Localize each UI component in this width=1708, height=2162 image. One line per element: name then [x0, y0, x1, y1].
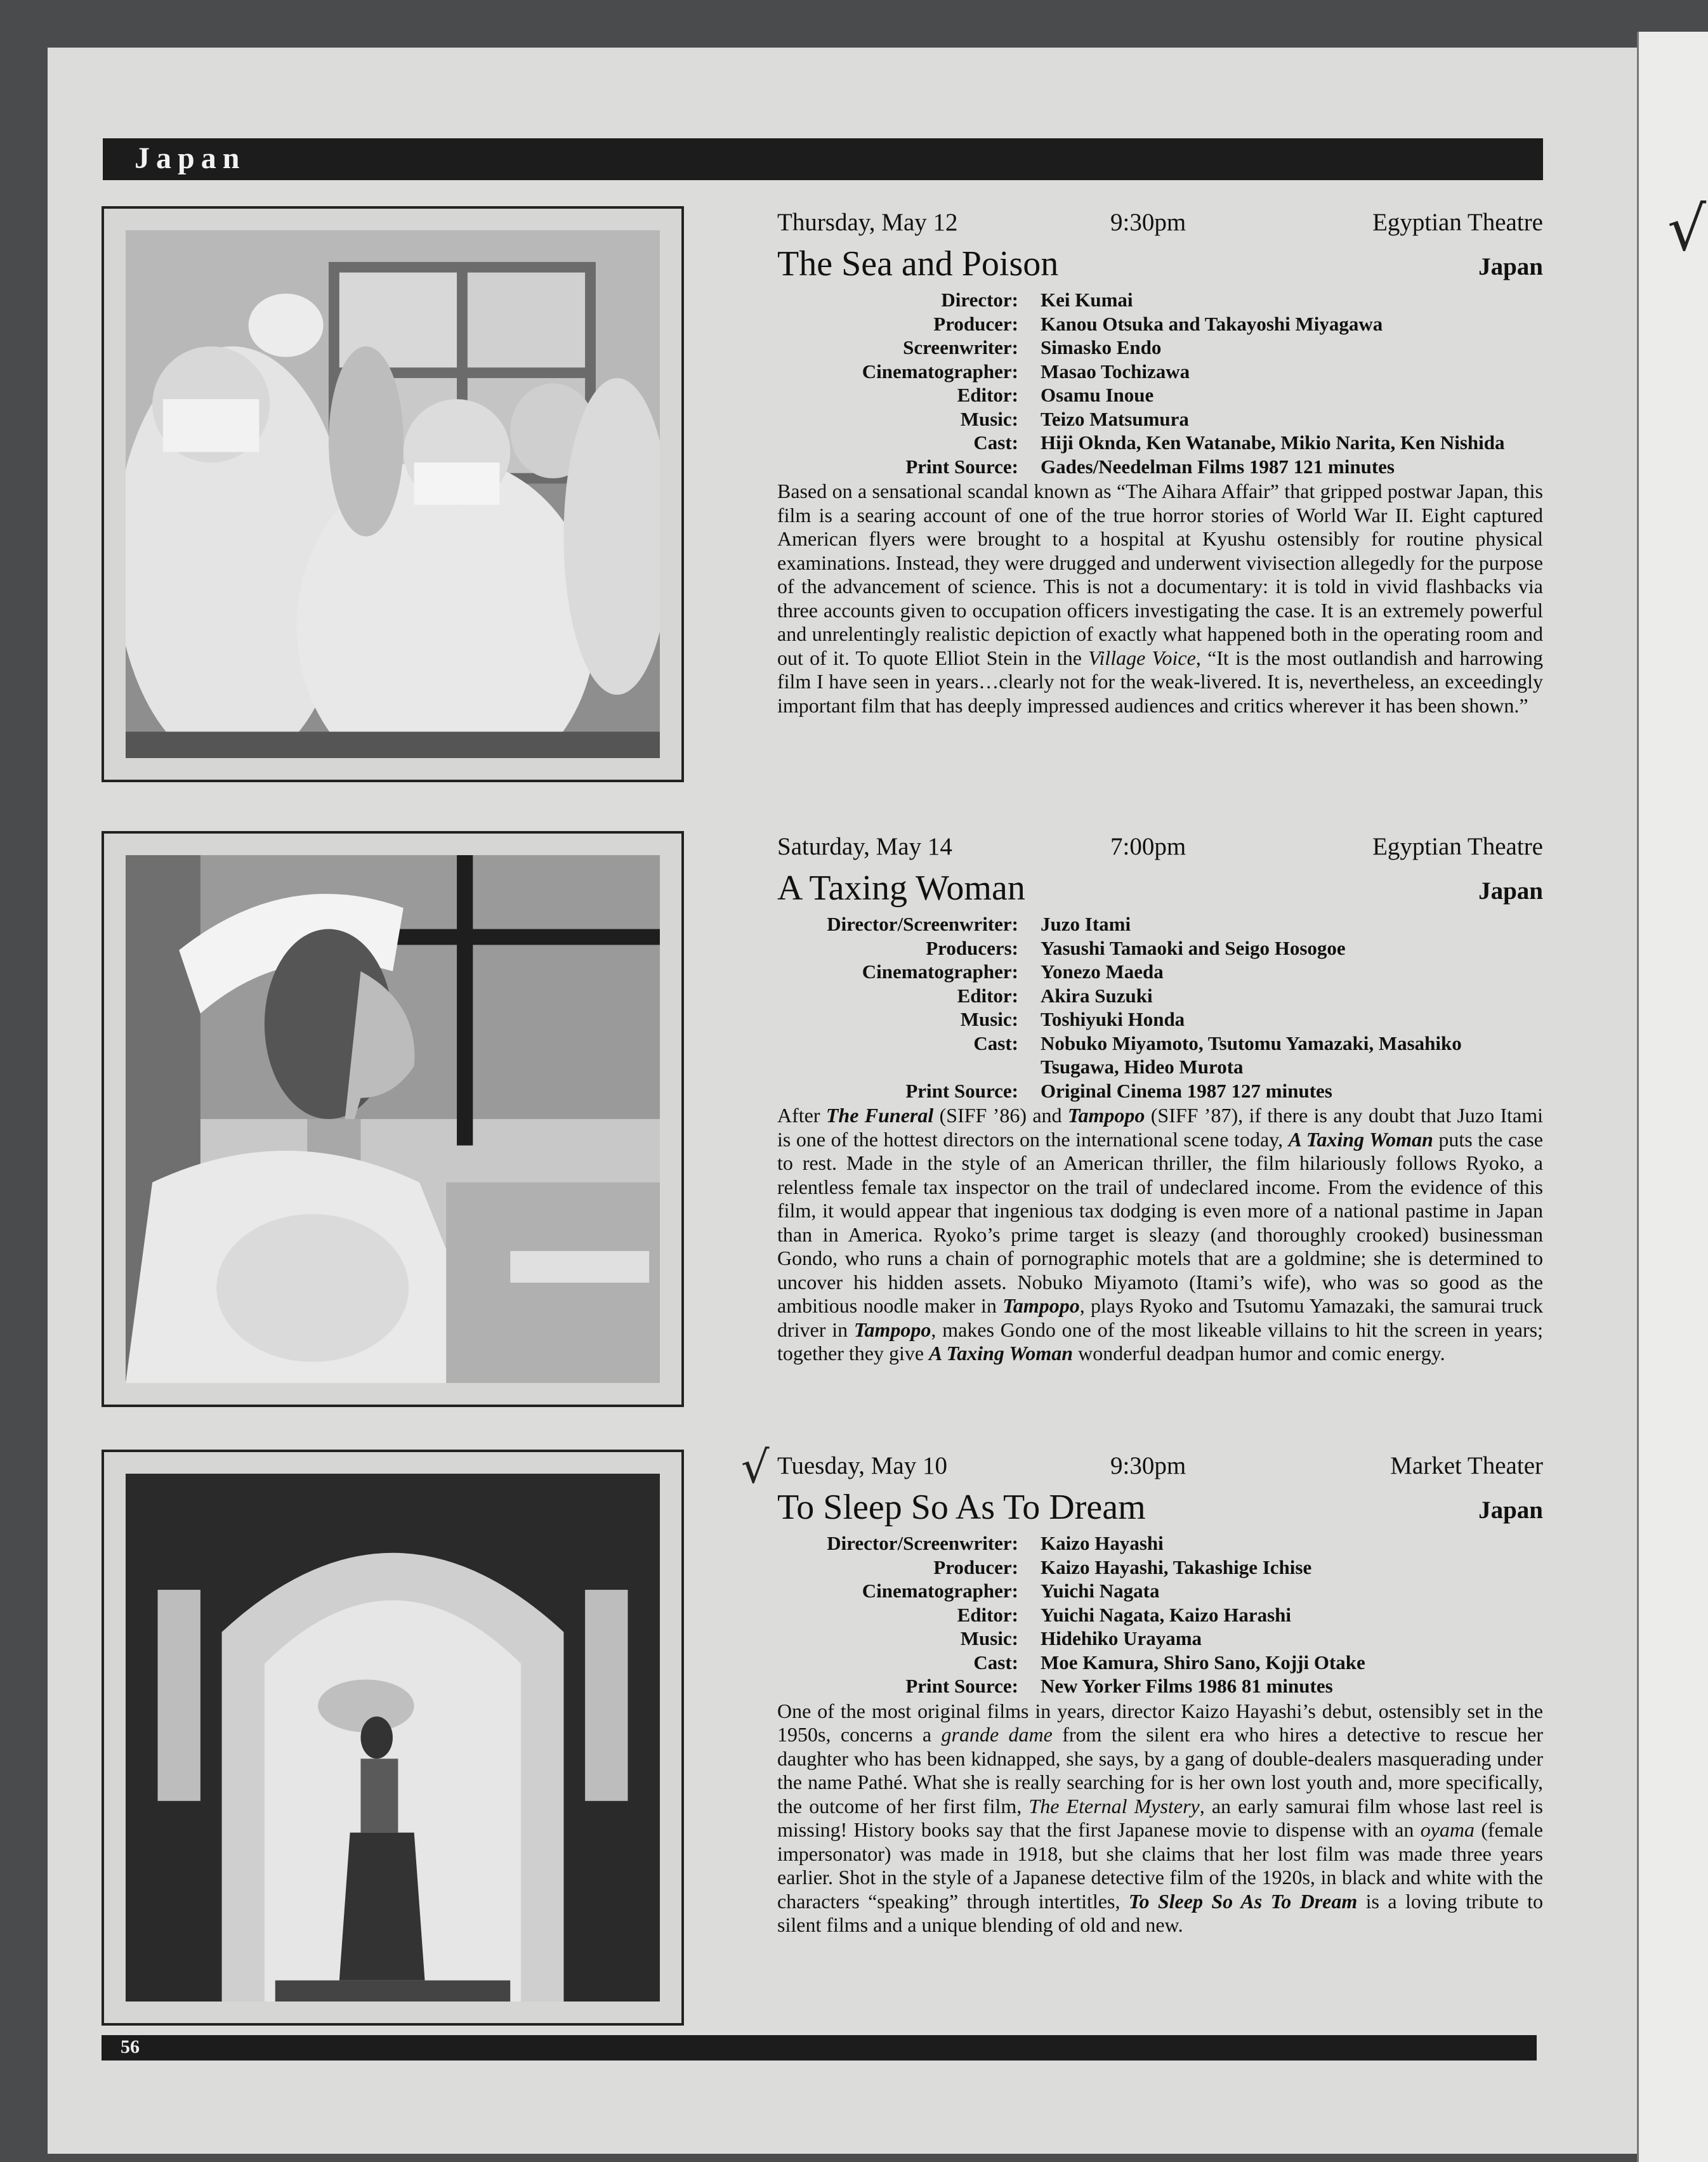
credit-row: [777, 1651, 1543, 1675]
credit-row: [777, 1079, 1543, 1103]
credit-value: Original Cinema 1987 127 minutes: [1041, 1079, 1332, 1102]
description-text: , an early samurai film whose last reel is missing! History books say that the first Japanese movie to dispense with an: [777, 1794, 1543, 1841]
film-title: To Sleep So As To Dream: [777, 1488, 1146, 1527]
credit-role: Producer:: [933, 312, 1018, 335]
credit-role: Cast:: [973, 431, 1018, 454]
credit-role: Music:: [960, 1008, 1018, 1030]
section-header-bar: [103, 138, 1543, 180]
credit-role: Editor:: [957, 984, 1018, 1007]
description-title-ref: grande dame: [941, 1723, 1053, 1746]
credit-value: Toshiyuki Honda: [1041, 1008, 1185, 1030]
description-text: wonderful deadpan humor and comic energy.: [1073, 1342, 1445, 1365]
credit-row: [777, 960, 1543, 984]
handwritten-check-mark: √: [741, 1441, 770, 1493]
credit-value: Yasushi Tamaoki and Seigo Hosogoe: [1041, 936, 1346, 959]
credit-row: [777, 288, 1543, 312]
credit-value: Nobuko Miyamoto, Tsutomu Yamazaki, Masahiko Tsugawa, Hideo Murota: [1041, 1032, 1462, 1078]
description-title-ref: Tampopo: [853, 1318, 931, 1341]
description-text: , plays Ryoko and Tsutomu Yamazaki, the samurai truck driver in: [777, 1294, 1544, 1341]
credit-row: [777, 912, 1543, 936]
credit-role: Print Source:: [905, 455, 1018, 478]
description-title-ref: Village Voice: [1088, 646, 1196, 669]
film-title: The Sea and Poison: [777, 244, 1059, 284]
credit-value: Yuichi Nagata, Kaizo Harashi: [1041, 1603, 1291, 1626]
page-number: 56: [121, 2036, 140, 2057]
credit-value: Hidehiko Urayama: [1041, 1627, 1202, 1649]
credit-role: Music:: [960, 1627, 1018, 1649]
description-text: After: [777, 1104, 826, 1127]
credit-value: Masao Tochizawa: [1041, 360, 1190, 383]
description-text: is a loving tribute to silent films and a unique blending of old and new.: [777, 1889, 1544, 1936]
credit-role: Music:: [960, 407, 1018, 430]
credit-role: Director:: [941, 289, 1018, 311]
description-title-ref: The Eternal Mystery: [1028, 1794, 1200, 1818]
credit-value: Yonezo Maeda: [1041, 960, 1164, 983]
film-still-1: [102, 206, 684, 782]
screening-time: 9:30pm: [1110, 1452, 1186, 1479]
still-image-woman-doorway: [126, 1474, 660, 2001]
credit-value: New Yorker Films 1986 81 minutes: [1041, 1675, 1333, 1697]
film-description: [777, 1700, 1543, 1937]
screening-date: Thursday, May 12: [777, 209, 958, 236]
screening-venue: Egyptian Theatre: [1372, 209, 1543, 236]
credit-row: [777, 1556, 1543, 1580]
description-text: Based on a sensational scandal known as “The Aihara Affair” that gripped postwar Japan, this film is a searing account of one of the true horror stories of World War II. Eight captured American flyers were brought to a hospital at Kyushu ostensibly for routine physical examinations. Instead, they were drugged and underwent vivisection allegedly for the purpose of the advancement of science. This is not a documentary: it is told in vivid flashbacks via three accounts given to occupation officers investigating the case. It is an extremely powerful and unrelentingly realistic depiction of exactly what happened both in the operating room and out of it. To quote Elliot Stein in the: [777, 480, 1543, 669]
credit-role: Screenwriter:: [903, 336, 1018, 358]
description-title-ref: Tampopo: [1002, 1294, 1080, 1317]
adjacent-page-edge: [1637, 32, 1708, 2162]
credit-row: [777, 1674, 1543, 1698]
description-title-ref: A Taxing Woman: [929, 1342, 1074, 1365]
description-text: puts the case to rest. Made in the style of an American thriller, the film hilariously follows Ryoko, a relentless female tax inspector on the trail of undeclared income. From the evidence of this film, it would appear that ingenious tax dodging is even more of a national pastime in Japan than in America. Ryoko’s prime target is sleazy (and thoroughly crooked) businessman Gondo, who runs a chain of pornographic motels that are a goldmine; she is determined to uncover his hidden assets. Nobuko Miyamoto (Itami’s wife), who was so good as the ambitious noodle maker in: [777, 1127, 1544, 1317]
screening-time: 9:30pm: [1110, 209, 1186, 236]
credit-row: [777, 1603, 1543, 1627]
description-text: , “It is the most outlandish and harrowing film I have seen in years…clearly not for the weak-livered. It is, nevertheless, an exceedingly important film that has deeply impressed audiences and critics wherever it has been shown.”: [777, 646, 1544, 717]
credit-role: Cast:: [973, 1032, 1018, 1054]
still-image-woman-profile: [126, 855, 660, 1383]
credit-value: Kei Kumai: [1041, 289, 1133, 311]
film-country: Japan: [1478, 253, 1543, 280]
credit-value: Yuichi Nagata: [1041, 1580, 1160, 1602]
credit-row: [777, 336, 1543, 360]
credits-list: [777, 912, 1543, 1103]
credit-role: Cinematographer:: [862, 360, 1018, 383]
film-description: [777, 1104, 1543, 1366]
credit-row: [777, 455, 1543, 479]
credit-row: [777, 1627, 1543, 1651]
credit-row: [777, 360, 1543, 384]
credit-role: Cast:: [973, 1651, 1018, 1674]
credit-value: Kaizo Hayashi, Takashige Ichise: [1041, 1556, 1312, 1578]
film-country: Japan: [1478, 1497, 1543, 1524]
credit-value: Kaizo Hayashi: [1041, 1532, 1164, 1554]
credit-role: Director/Screenwriter:: [827, 913, 1018, 935]
description-title-ref: oyama: [1420, 1818, 1475, 1841]
credit-value: Hiji Oknda, Ken Watanabe, Mikio Narita, Ken Nishida: [1041, 431, 1505, 454]
credits-list: [777, 1531, 1543, 1698]
description-text: from the silent era who hires a detective to rescue her daughter who has been kidnapped, she says, by a gang of double-dealers masquerading under the name Pathé. What she is really searching for is her own lost youth and, more specifically, the outcome of her first film,: [777, 1723, 1544, 1818]
description-title-ref: A Taxing Woman: [1288, 1127, 1433, 1151]
credit-value: Juzo Itami: [1041, 913, 1131, 935]
film-title: A Taxing Woman: [777, 868, 1025, 908]
description-text: (female impersonator) was made in 1918, but she claims that her lost film was made three years earlier. Shot in the style of a Japanese detective film of the 1920s, in black and white with the characters “speaking” through intertitles,: [777, 1818, 1544, 1913]
credits-list: [777, 288, 1543, 478]
credit-role: Producers:: [926, 936, 1018, 959]
credit-row: [777, 312, 1543, 336]
credit-role: Editor:: [957, 1603, 1018, 1626]
credit-role: Cinematographer:: [862, 1580, 1018, 1602]
film-description: [777, 480, 1543, 717]
description-title-ref: To Sleep So As To Dream: [1128, 1889, 1358, 1913]
footer-bar: [102, 2035, 1537, 2060]
credit-value: Gades/Needelman Films 1987 121 minutes: [1041, 455, 1395, 478]
screening-time: 7:00pm: [1110, 833, 1186, 860]
credit-value: Akira Suzuki: [1041, 984, 1153, 1007]
film-listing-2: [777, 832, 1543, 1366]
credit-role: Editor:: [957, 384, 1018, 406]
screening-venue: Egyptian Theatre: [1372, 833, 1543, 860]
credit-row: [777, 984, 1543, 1008]
credit-row: [777, 407, 1543, 431]
description-text: (SIFF ’87), if there is any doubt that Juzo Itami is one of the hottest directors on the international scene today,: [777, 1104, 1544, 1151]
credit-value: Simasko Endo: [1041, 336, 1162, 358]
section-title: Japan: [135, 141, 246, 175]
screening-date: Saturday, May 14: [777, 833, 952, 860]
credit-role: Director/Screenwriter:: [827, 1532, 1018, 1554]
film-still-2: [102, 831, 684, 1407]
description-text: , makes Gondo one of the most likeable villains to hit the screen in years; together they give: [777, 1318, 1543, 1365]
description-title-ref: Tampopo: [1067, 1104, 1145, 1127]
credit-value: Teizo Matsumura: [1041, 407, 1189, 430]
credit-row: [777, 1579, 1543, 1603]
credit-row: [777, 936, 1543, 960]
screening-venue: Market Theater: [1390, 1452, 1543, 1479]
handwritten-check-mark: √: [1667, 193, 1707, 265]
credit-role: Cinematographer:: [862, 960, 1018, 983]
film-listing-3: [777, 1451, 1543, 1937]
credit-role: Producer:: [933, 1556, 1018, 1578]
film-country: Japan: [1478, 877, 1543, 905]
credit-row: [777, 1007, 1543, 1032]
still-image-surgeons: [126, 230, 660, 758]
film-listing-1: [777, 208, 1543, 717]
credit-value: Kanou Otsuka and Takayoshi Miyagawa: [1041, 312, 1383, 335]
credit-row: [777, 431, 1543, 455]
credit-row: [777, 383, 1543, 407]
description-title-ref: The Funeral: [825, 1104, 934, 1127]
credit-role: Print Source:: [905, 1675, 1018, 1697]
credit-row: [777, 1531, 1543, 1556]
credit-value: Moe Kamura, Shiro Sano, Kojji Otake: [1041, 1651, 1365, 1674]
credit-value: Osamu Inoue: [1041, 384, 1154, 406]
description-text: One of the most original films in years, director Kaizo Hayashi’s debut, ostensibly set in the 1950s, concerns a: [777, 1699, 1543, 1746]
screening-date: Tuesday, May 10: [777, 1452, 947, 1479]
credit-row: [777, 1032, 1543, 1079]
description-text: (SIFF ’86) and: [933, 1104, 1068, 1127]
credit-role: Print Source:: [905, 1079, 1018, 1102]
film-still-3: [102, 1450, 684, 2026]
